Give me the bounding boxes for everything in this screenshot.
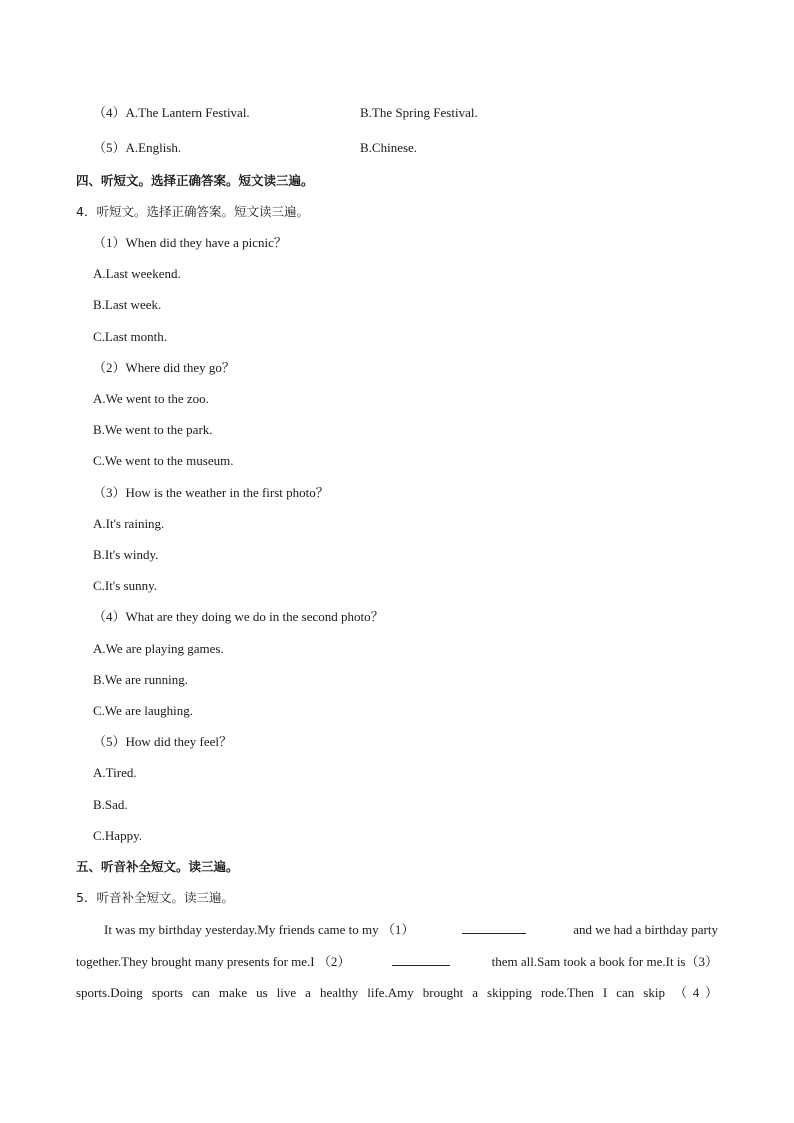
question-4: （4）What are they doing we do in the second photo？ [93,609,384,624]
question-2: （2）Where did they go？ [93,360,235,375]
question-4-option-a: A.We are playing games. [93,641,224,656]
blank-1[interactable] [462,920,526,934]
section-4-heading: 四、听短文。选择正确答案。短文读三遍。 [76,173,314,188]
passage-line-1 [104,920,718,939]
question-3: （3）How is the weather in the first photo？ [93,485,329,500]
question-1-option-c: C.Last month. [93,329,168,344]
question-2-option-b: B.We went to the park. [93,422,213,437]
section-5-instruction: 5．听音补全短文。读三遍。 [76,890,234,905]
question-1-option-a: A.Last weekend. [93,266,181,281]
question-3-option-c: C.It's sunny. [93,578,157,593]
question-2-option-c: C.We went to the museum. [93,453,234,468]
prev-item-5-option-a: （5）A.English. [93,140,182,155]
blank-2[interactable] [392,952,450,966]
question-2-option-a: A.We went to the zoo. [93,391,209,406]
passage-line-2-end: them all.Sam took a book for me.It is（3） [491,954,718,969]
prev-item-4-option-b: B.The Spring Festival. [360,105,478,120]
section-4-instruction: 4．听短文。选择正确答案。短文读三遍。 [76,204,309,219]
question-3-option-b: B.It's windy. [93,547,159,562]
question-3-option-a: A.It's raining. [93,516,165,531]
passage-line-2 [76,952,718,971]
passage-line-1-end: and we had a birthday party [573,922,718,937]
question-5-option-a: A.Tired. [93,765,137,780]
passage-line-1-start: It was my birthday yesterday.My friends came to my （1） [104,922,415,937]
question-5: （5）How did they feel？ [93,734,233,749]
question-1: （1）When did they have a picnic？ [93,235,287,250]
question-5-option-b: B.Sad. [93,797,128,812]
prev-item-4-option-a: （4）A.The Lantern Festival. [93,105,250,120]
section-5-heading: 五、听音补全短文。读三遍。 [76,859,239,874]
passage-line-2-start: together.They brought many presents for me.I （2） [76,954,351,969]
question-4-option-c: C.We are laughing. [93,703,194,718]
passage-line-3: sports.Doing sports can make us live a healthy life.Amy brought a skipping rode.Then I can skip （4） [76,985,718,1000]
question-1-option-b: B.Last week. [93,297,162,312]
question-5-option-c: C.Happy. [93,828,142,843]
question-4-option-b: B.We are running. [93,672,188,687]
prev-item-5-option-b: B.Chinese. [360,140,418,155]
